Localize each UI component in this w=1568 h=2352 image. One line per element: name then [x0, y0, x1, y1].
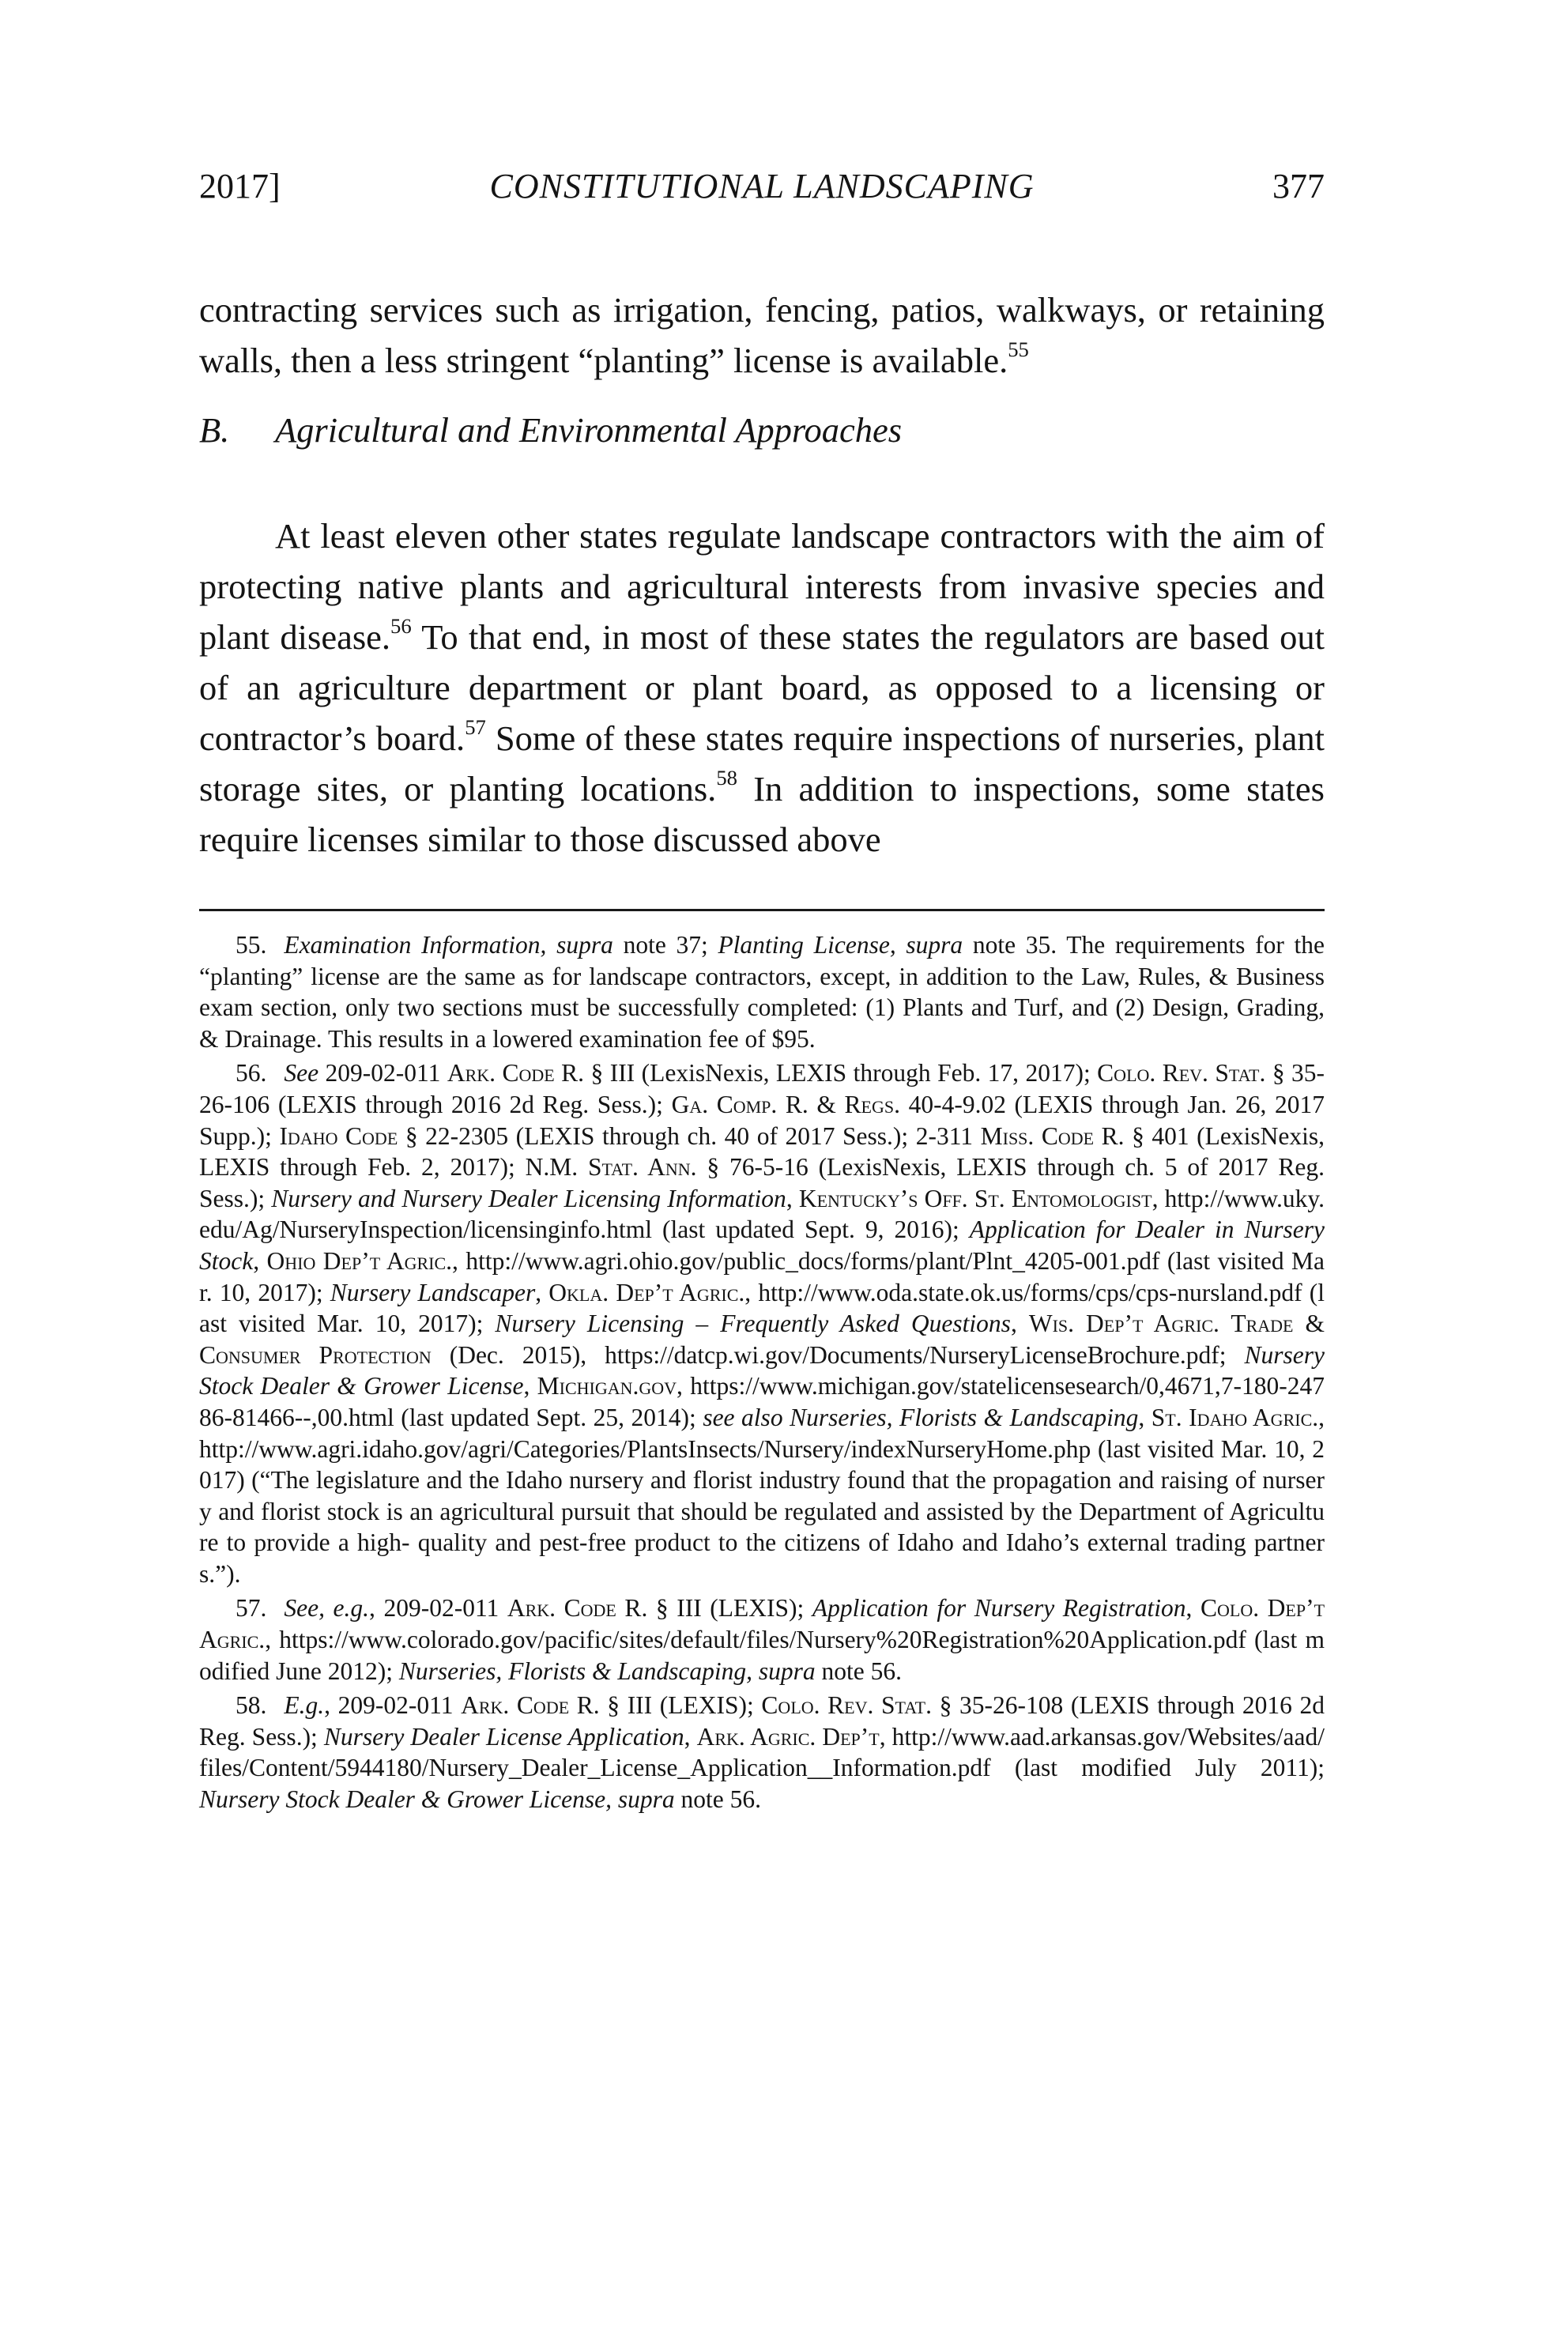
- volume-year: 2017]: [199, 167, 281, 205]
- footnote-ref-55[interactable]: 55: [1008, 337, 1029, 361]
- paragraph-agricultural: At least eleven other states regulate landscape contractors with the aim of protecting native plants and agricultural interests from invasive species and plant disease.$^{56}$ To that end, in most of these states the regulators are based out of an agriculture department or plant board, as opposed to a licensing or contractor’s board.$^{57}$ Some of these states require inspections of nurseries, plant storage sites, or planting locations.$^{58}$ In addition to inspections, some states require licenses similar to those discussed above: [199, 516, 1325, 859]
- footnote-ref-57[interactable]: 57: [465, 714, 486, 739]
- footnote-57: 57. See, e.g., 209-02-011 Ark. Code R. § III (LEXIS); Application for Nursery Registration, Colo. Dep’t Agric., https://www.colorado.gov/pacific/sites/default/files/Nursery%20Registration%20Application.pdf (last modified June 2012); Nurseries, Florists & Landscaping, supra note 56.: [199, 1594, 1325, 1685]
- section-heading: [199, 409, 902, 450]
- footnote-56: 56. See 209-02-011 Ark. Code R. § III (LexisNexis, LEXIS through Feb. 17, 2017); Colo. Rev. Stat. § 35-26-106 (LEXIS through 2016 2d Reg. Sess.); Ga. Comp. R. & Regs. 40-4-9.02 (LEXIS through Jan. 26, 2017 Supp.); Idaho Code § 22-2305 (LEXIS through ch. 40 of 2017 Sess.); 2-311 Miss. Code R. § 401 (LexisNexis, LEXIS through Feb. 2, 2017); N.M. Stat. Ann. § 76-5-16 (LexisNexis, LEXIS through ch. 5 of 2017 Reg. Sess.); Nursery and Nursery Dealer Licensing Information, Kentucky’s Off. St. Entomologist, http://www.uky.edu/Ag/NurseryInspection/licensinginfo.html (last updated Sept. 9, 2016); Application for Dealer in Nursery Stock, Ohio Dep’t Agric., http://www.agri.ohio.gov/public_docs/forms/plant/Plnt_4205-001.pdf (last visited Mar. 10, 2017); Nursery Landscaper, Okla. Dep’t Agric., http://www.oda.state.ok.us/forms/cps/cps-nursland.pdf (last visited Mar. 10, 2017); Nursery Licensing – Frequently Asked Questions, Wis. Dep’t Agric. Trade & Consumer Protection (Dec. 2015), https://datcp.wi.gov/Documents/NurseryLicenseBrochure.pdf; Nursery Stock Dealer & Grower License, Michigan.gov, https://www.michigan.gov/statelicensesearch/0,4671,7-180-24786-81466--,00.html (last updated Sept. 25, 2014); see also Nurseries, Florists & Landscaping, St. Idaho Agric., http://www.agri.idaho.gov/agri/Categories/PlantsInsects/Nursery/indexNurseryHome.php (last visited Mar. 10, 2017) (“The legislature and the Idaho nursery and florist industry found that the propagation and raising of nursery and florist stock is an agricultural pursuit that should be regulated and assisted by the Department of Agriculture to provide a high- quality and pest-free product to the citizens of Idaho and Idaho’s external trading partners.”).: [199, 1059, 1325, 1588]
- running-title: CONSTITUTIONAL LANDSCAPING: [489, 167, 1035, 205]
- paragraph-continued: contracting services such as irrigation, fencing, patios, walkways, or retaining walls, then a less stringent “planting” license is available.$^{55}$: [199, 290, 1325, 380]
- footnote-58: 58. E.g., 209-02-011 Ark. Code R. § III (LEXIS); Colo. Rev. Stat. § 35-26-108 (LEXIS through 2016 2d Reg. Sess.); Nursery Dealer License Application, Ark. Agric. Dep’t, http://www.aad.arkansas.gov/Websites/aad/files/Content/5944180/Nursery_Dealer_License_Application__Information.pdf (last modified July 2011); Nursery Stock Dealer & Grower License, supra note 56.: [199, 1691, 1325, 1814]
- running-header: [199, 166, 1325, 213]
- footnote-ref-56[interactable]: 56: [390, 613, 412, 638]
- footnote-55: 55. Examination Information, supra note 37; Planting License, supra note 35. The requirements for the “planting” license are the same as for landscape contractors, except, in addition to the Law, Rules, & Business exam section, only two sections must be successfully completed: (1) Plants and Turf, and (2) Design, Grading, & Drainage. This results in a lowered examination fee of $95.: [199, 931, 1325, 1053]
- section-title: Agricultural and Environmental Approaches: [275, 410, 903, 450]
- page-number: 377: [1272, 167, 1325, 205]
- footnote-divider: [199, 909, 1325, 911]
- section-letter: B.: [199, 410, 230, 450]
- footnote-ref-58[interactable]: 58: [716, 765, 737, 790]
- footnotes: [199, 929, 1325, 1819]
